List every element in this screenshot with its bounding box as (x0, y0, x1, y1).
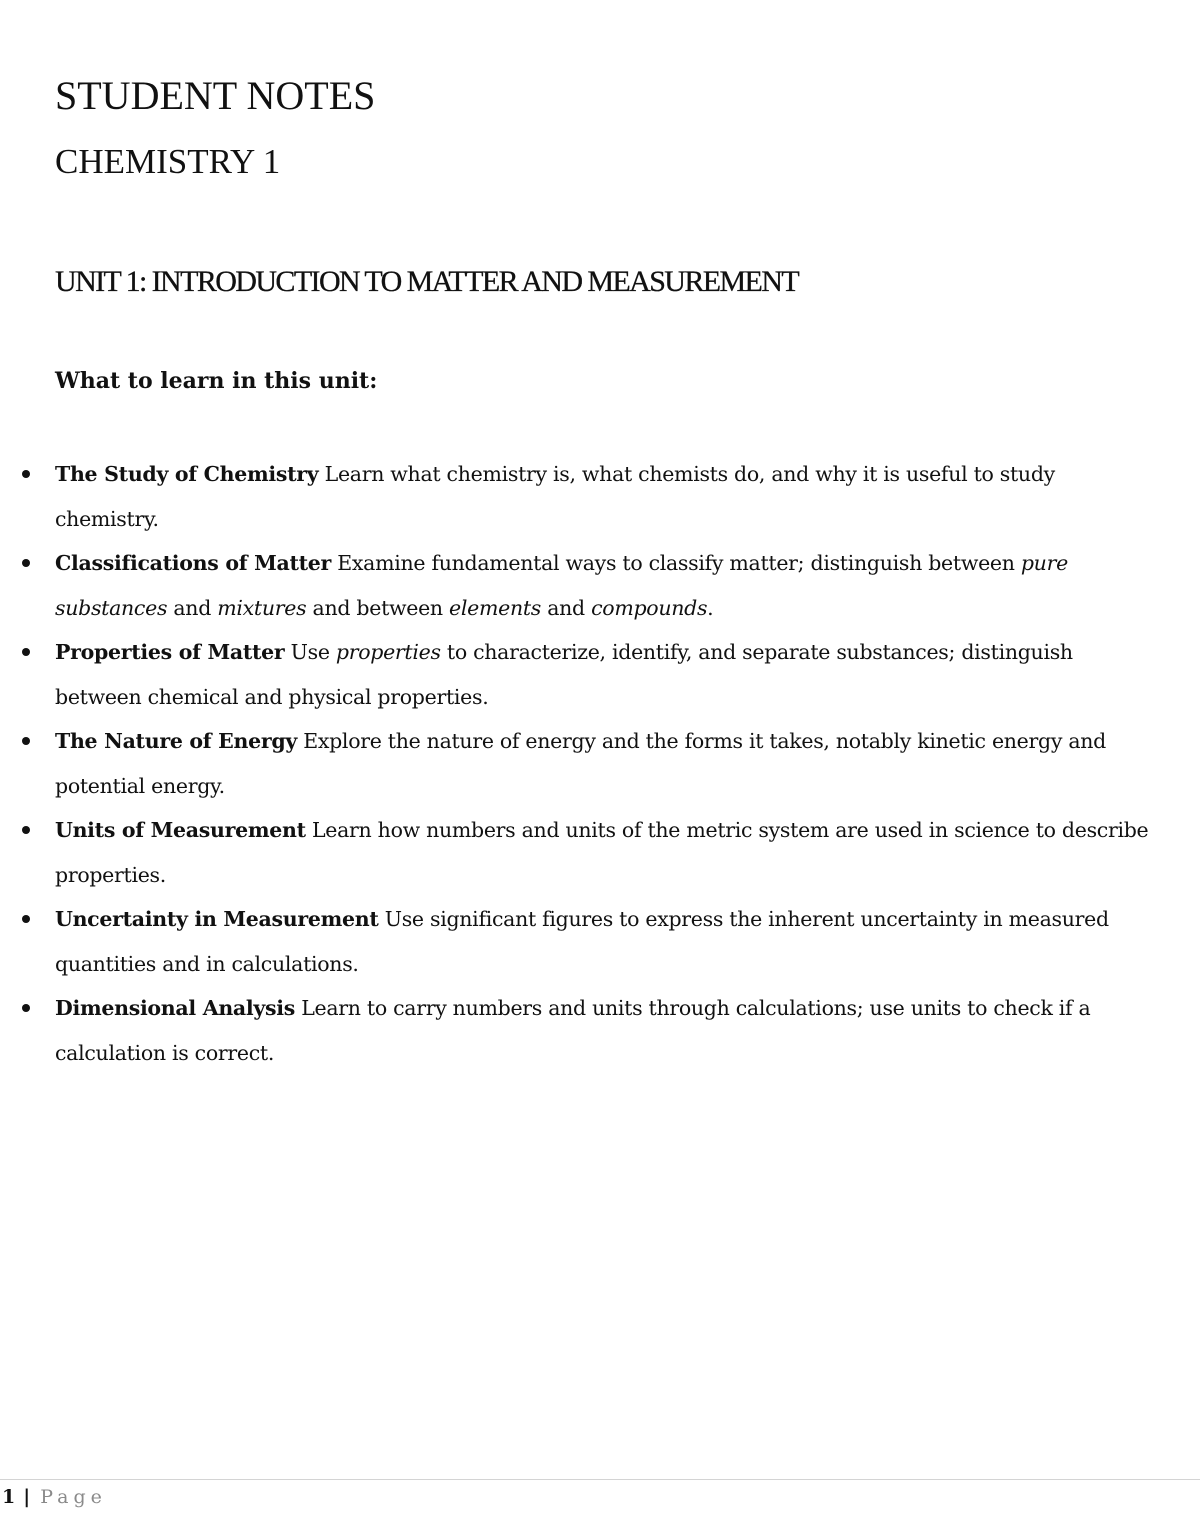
description-text: . (707, 595, 714, 620)
list-item (55, 630, 1155, 719)
description-text: and (541, 595, 592, 620)
topic-title: Dimensional Analysis (55, 996, 295, 1020)
emphasized-term: properties (335, 640, 441, 664)
list-item (55, 452, 1155, 541)
bullet-icon (22, 915, 30, 923)
page-number: 1 (2, 1486, 16, 1508)
topic-title: Uncertainty in Measurement (55, 907, 379, 931)
list-item (55, 808, 1155, 897)
topic-title: Classifications of Matter (55, 551, 332, 575)
bullet-icon (22, 470, 30, 478)
emphasized-term: pure substances (55, 551, 1068, 620)
description-text: and between (306, 595, 450, 620)
topic-title: The Nature of Energy (55, 729, 297, 753)
learning-goals-heading: What to learn in this unit: (55, 368, 378, 394)
description-text: Use (290, 640, 336, 664)
topic-description: Learn to carry numbers and units through calculations; use units to check if a calculation is correct. (55, 996, 1091, 1065)
list-item (55, 986, 1155, 1075)
page-separator: | (23, 1486, 31, 1508)
list-item (55, 897, 1155, 986)
learning-topics-list (55, 452, 1155, 1075)
topic-title: Units of Measurement (55, 818, 306, 842)
topic-description: Learn what chemistry is, what chemists do, and why it is useful to study chemistry. (55, 462, 1055, 531)
bullet-icon (22, 559, 30, 567)
emphasized-term: compounds (591, 595, 708, 620)
course-subtitle: CHEMISTRY 1 (55, 142, 281, 181)
unit-heading: UNIT 1: INTRODUCTION TO MATTER AND MEASUREMENT (55, 265, 799, 298)
page-footer (2, 1484, 107, 1510)
topic-title: Properties of Matter (55, 640, 285, 664)
bullet-icon (22, 648, 30, 656)
footer-divider (0, 1479, 1200, 1480)
list-item (55, 541, 1155, 630)
emphasized-term: elements (449, 595, 541, 620)
bullet-icon (22, 1004, 30, 1012)
emphasized-term: mixtures (217, 595, 307, 620)
description-text: Examine fundamental ways to classify matter; distinguish between (337, 551, 1021, 575)
document-title: STUDENT NOTES (55, 73, 376, 118)
bullet-icon (22, 826, 30, 834)
page-label: Page (40, 1486, 107, 1508)
description-text: and (167, 595, 218, 620)
list-item (55, 719, 1155, 808)
description-text: to characterize, identify, and separate substances; distinguish between chemical and physical properties. (55, 640, 1073, 709)
topic-description: Use significant figures to express the inherent uncertainty in measured quantities and in calculations. (55, 907, 1109, 976)
topic-title: The Study of Chemistry (55, 462, 319, 486)
bullet-icon (22, 737, 30, 745)
topic-description: Explore the nature of energy and the forms it takes, notably kinetic energy and potential energy. (55, 729, 1106, 798)
topic-description: Learn how numbers and units of the metric system are used in science to describe properties. (55, 818, 1149, 887)
